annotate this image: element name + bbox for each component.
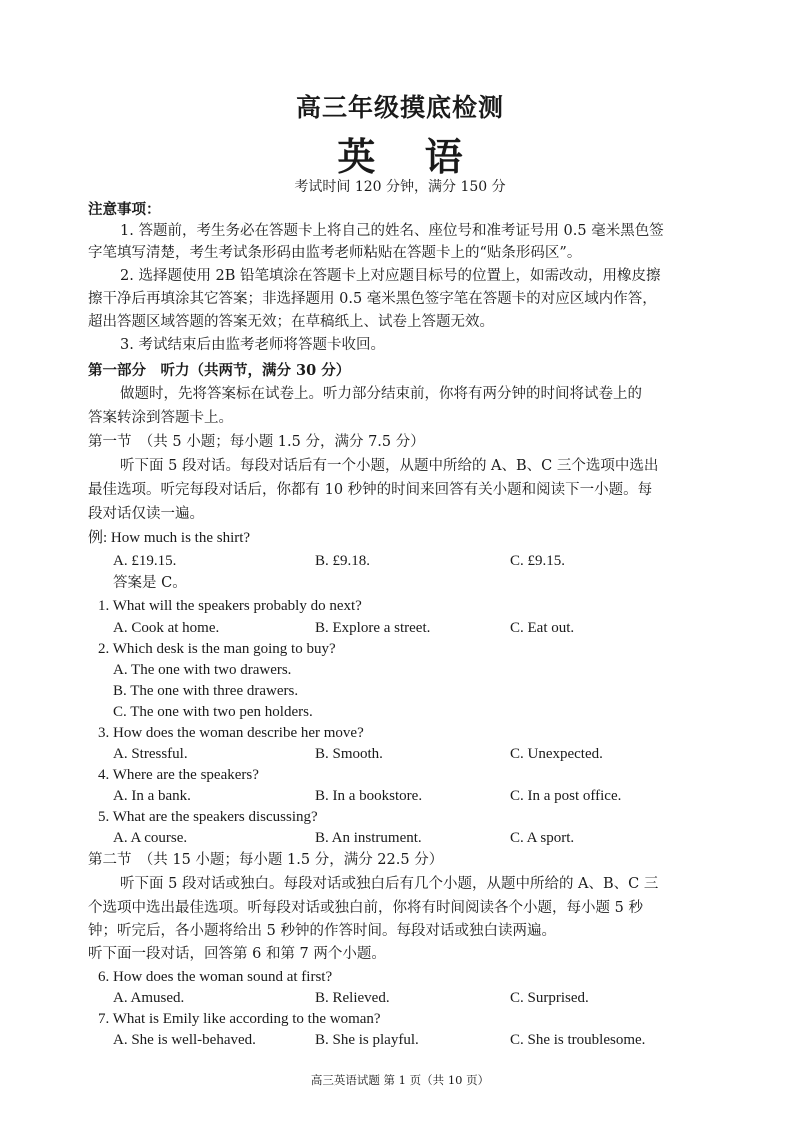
- option-b: B. Explore a street.: [315, 620, 431, 636]
- question-5: 5. What are the speakers discussing?: [98, 809, 318, 825]
- section1-heading: 第一节 （共 5 小题；每小题 1.5 分，满分 7.5 分）: [88, 434, 425, 450]
- question-3: 3. How does the woman describe her move?: [98, 725, 364, 741]
- option-c: C. Unexpected.: [510, 746, 603, 762]
- option-c: C. Eat out.: [510, 620, 575, 636]
- option-a: A. A course.: [113, 830, 188, 846]
- part1-intro-line: 做题时，先将答案标在试卷上。听力部分结束前，你将有两分钟的时间将试卷上的: [120, 386, 642, 402]
- notice-line: 超出答题区域答题的答案无效；在草稿纸上、试卷上答题无效。: [88, 314, 494, 330]
- question-7: 7. What is Emily like according to the woman?: [98, 1011, 381, 1027]
- section2-prompt: 听下面一段对话，回答第 6 和第 7 两个小题。: [88, 946, 386, 962]
- notice-line: 3. 考试结束后由监考老师将答题卡收回。: [120, 337, 385, 353]
- option-c: C. She is troublesome.: [510, 1032, 646, 1048]
- option-b: B. Relieved.: [315, 990, 390, 1006]
- option-a: A. Cook at home.: [113, 620, 220, 636]
- example-question: 例: How much is the shirt?: [88, 530, 251, 546]
- option-a: A. The one with two drawers.: [113, 662, 292, 678]
- section1-intro-line: 最佳选项。听完每段对话后，你都有 10 秒钟的时间来回答有关小题和阅读下一小题。每: [88, 482, 653, 498]
- option-b: B. She is playful.: [315, 1032, 419, 1048]
- option-b: B. An instrument.: [315, 830, 422, 846]
- option-a: A. In a bank.: [113, 788, 191, 804]
- notice-line: 2. 选择题使用 2B 铅笔填涂在答题卡上对应题目标号的位置上，如需改动，用橡皮擦: [120, 268, 661, 284]
- question-2: 2. Which desk is the man going to buy?: [98, 641, 336, 657]
- option-a: A. She is well-behaved.: [113, 1032, 256, 1048]
- section1-intro-line: 听下面 5 段对话。每段对话后有一个小题，从题中所给的 A、B、C 三个选项中选出: [120, 458, 659, 474]
- page-footer: 高三英语试题 第 1 页（共 10 页）: [310, 1073, 490, 1087]
- option-b: B. £9.18.: [315, 553, 371, 569]
- option-a: A. Stressful.: [113, 746, 188, 762]
- option-b: B. The one with three drawers.: [113, 683, 299, 699]
- option-c: C. A sport.: [510, 830, 575, 846]
- exam-info: 考试时间 120 分钟，满分 150 分: [294, 179, 506, 195]
- section2-intro-line: 听下面 5 段对话或独白。每段对话或独白后有几个小题，从题中所给的 A、B、C 三: [120, 876, 659, 892]
- option-b: B. Smooth.: [315, 746, 383, 762]
- question-1: 1. What will the speakers probably do next?: [98, 598, 362, 614]
- subject-title: 英 语: [337, 134, 481, 179]
- question-6: 6. How does the woman sound at first?: [98, 969, 333, 985]
- section2-intro-line: 个选项中选出最佳选项。听每段对话或独白前，你将有时间阅读各个小题，每小题 5 秒: [88, 900, 643, 916]
- example-answer: 答案是 C。: [113, 575, 187, 591]
- exam-title: 高三年级摸底检测: [295, 93, 504, 122]
- option-c: C. £9.15.: [510, 553, 566, 569]
- notice-line: 擦干净后再填涂其它答案；非选择题用 0.5 毫米黑色签字笔在答题卡的对应区域内作答，: [88, 291, 657, 307]
- option-b: B. In a bookstore.: [315, 788, 423, 804]
- notice-line: 1. 答题前，考生务必在答题卡上将自己的姓名、座位号和准考证号用 0.5 毫米黑色签: [120, 223, 664, 239]
- option-a: A. Amused.: [113, 990, 185, 1006]
- option-c: C. Surprised.: [510, 990, 589, 1006]
- question-4: 4. Where are the speakers?: [98, 767, 259, 783]
- notice-heading: 注意事项：: [88, 201, 161, 218]
- part1-intro-line: 答案转涂到答题卡上。: [88, 410, 233, 426]
- notice-line: 字笔填写清楚，考生考试条形码由监考老师粘贴在答题卡上的“贴条形码区”。: [88, 245, 582, 261]
- section1-intro-line: 段对话仅读一遍。: [88, 506, 204, 522]
- section2-heading: 第二节 （共 15 小题；每小题 1.5 分，满分 22.5 分）: [88, 852, 444, 868]
- option-c: C. The one with two pen holders.: [113, 704, 313, 720]
- part1-heading: 第一部分 听力（共两节，满分 30 分）: [88, 362, 351, 379]
- option-c: C. In a post office.: [510, 788, 622, 804]
- section2-intro-line: 钟；听完后，各小题将给出 5 秒钟的作答时间。每段对话或独白读两遍。: [88, 923, 556, 939]
- option-a: A. £19.15.: [113, 553, 177, 569]
